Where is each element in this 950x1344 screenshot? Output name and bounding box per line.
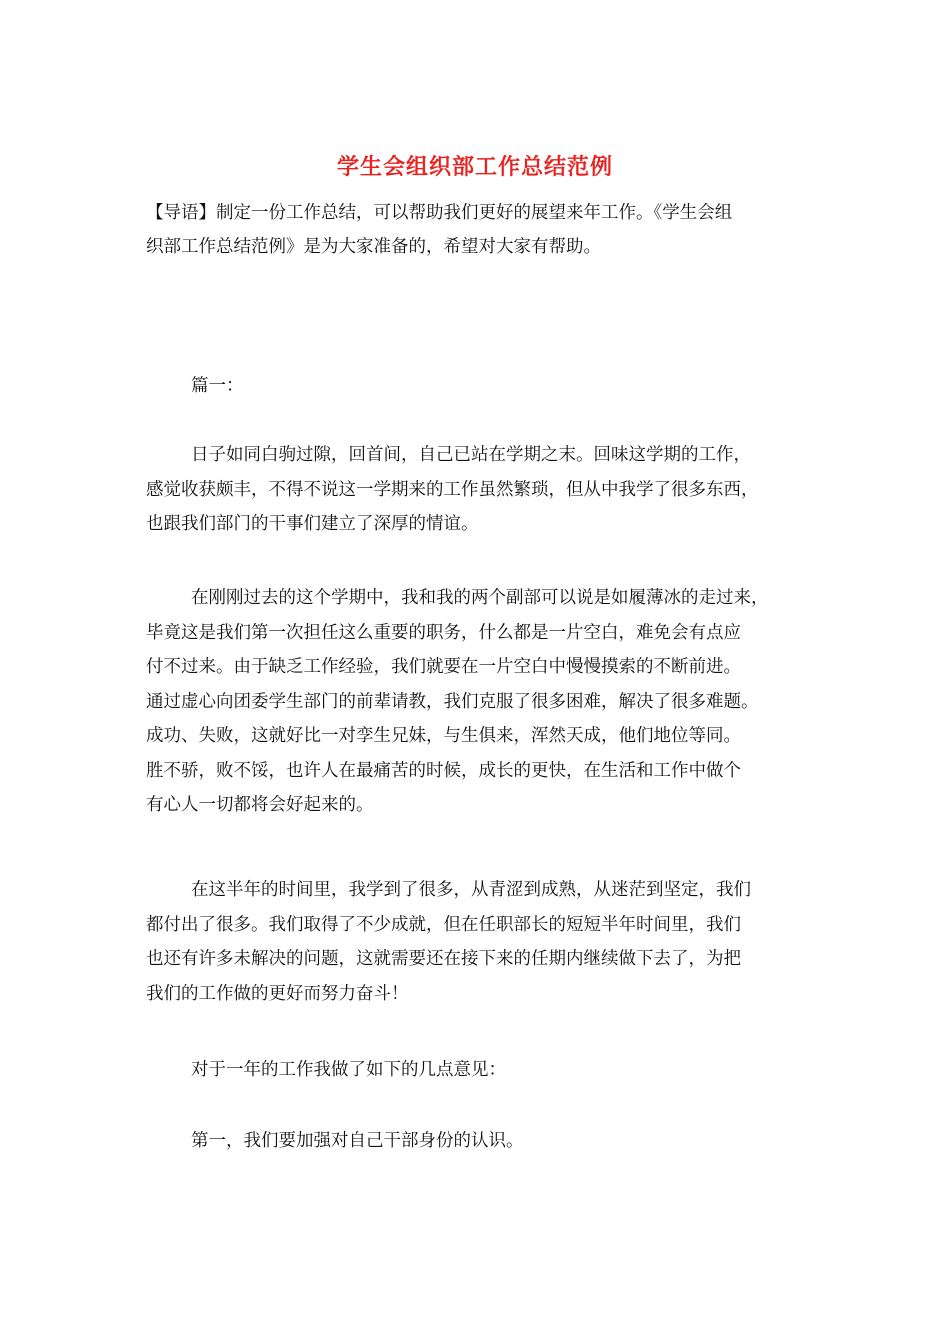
paragraph-line: 成功、失败，这就好比一对孪生兄妹，与生俱来，浑然天成，他们地位等同。: [146, 726, 741, 746]
paragraph-3: [146, 873, 816, 1011]
paragraph-1: [146, 438, 816, 542]
section-heading: 篇一：: [191, 376, 244, 396]
paragraph-line: 我们的工作做的更好而努力奋斗！: [146, 983, 409, 1004]
paragraph-line: 也还有许多未解决的问题，这就需要还在接下来的任期内继续做下去了，为把: [146, 949, 741, 969]
paragraph-line: 也跟我们部门的干事们建立了深厚的情谊。: [146, 514, 479, 534]
paragraph-2: [146, 581, 816, 823]
paragraph-line: 日子如同白驹过隙，回首间，自己已站在学期之末。回味这学期的工作，: [191, 445, 751, 465]
paragraph-line: 在这半年的时间里，我学到了很多，从青涩到成熟，从迷茫到坚定，我们: [191, 880, 751, 900]
paragraph-line: 在刚刚过去的这个学期中，我和我的两个副部可以说是如履薄冰的走过来，: [191, 588, 769, 608]
paragraph-4: [146, 1053, 816, 1088]
document-title: 学生会组织部工作总结范例: [336, 154, 613, 180]
paragraph-line: 对于一年的工作我做了如下的几点意见：: [191, 1060, 506, 1080]
paragraph-line: 付不过来。由于缺乏工作经验，我们就要在一片空白中慢慢摸索的不断前进。: [146, 657, 741, 677]
paragraph-line: 毕竟这是我们第一次担任这么重要的职务，什么都是一片空白，难免会有点应: [146, 622, 741, 643]
paragraph-line: 有心人一切都将会好起来的。: [146, 795, 374, 815]
paragraph-line: 胜不骄，败不馁，也许人在最痛苦的时候，成长的更快，在生活和工作中做个: [146, 760, 741, 781]
paragraph-line: 通过虚心向团委学生部门的前辈请教，我们克服了很多困难，解决了很多难题。: [146, 691, 759, 712]
section-heading-block: [146, 369, 816, 404]
intro-paragraph: [146, 196, 816, 264]
paragraph-line: 都付出了很多。我们取得了不少成就，但在任职部长的短短半年时间里，我们: [146, 914, 741, 935]
paragraph-5: [146, 1124, 816, 1159]
intro-line: 织部工作总结范例》是为大家准备的，希望对大家有帮助。: [146, 237, 601, 257]
paragraph-line: 感觉收获颇丰，不得不说这一学期来的工作虽然繁琐，但从中我学了很多东西，: [146, 479, 759, 500]
paragraph-line: 第一，我们要加强对自己干部身份的认识。: [191, 1131, 524, 1151]
intro-line: 【导语】制定一份工作总结，可以帮助我们更好的展望来年工作。《学生会组: [146, 203, 733, 223]
